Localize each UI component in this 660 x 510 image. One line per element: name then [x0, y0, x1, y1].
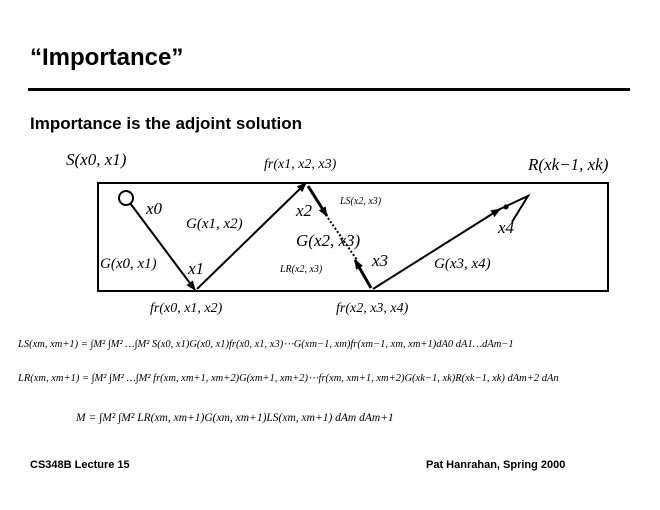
- label-G12: G(x1, x2): [186, 216, 243, 232]
- equation-ls: LS(xm, xm+1) = ∫M² ∫M² …∫M² S(x0, x1)G(x0, x1)fr(x0, x1, x3)⋯G(xm−1, xm)fr(xm−1, xm, xm+1)dA0 dA1…dAm−1: [18, 339, 514, 350]
- label-x0: x0: [146, 199, 163, 218]
- ray-x3-x4: [373, 209, 500, 289]
- label-LS: LS(x2, x3): [340, 196, 382, 207]
- slide-subtitle: Importance is the adjoint solution: [30, 114, 303, 133]
- slide-title: “Importance”: [30, 44, 184, 71]
- equation-lr: LR(xm, xm+1) = ∫M² ∫M² …∫M² fr(xm, xm+1, xm+2)G(xm+1, xm+2)⋯fr(xm, xm+1, xm+2)G(xk−1, xk)R(xk−1, xk) dAm+2 dAn: [18, 373, 559, 384]
- label-x1: x1: [188, 259, 205, 278]
- label-G01: G(x0, x1): [100, 256, 157, 272]
- label-x2: x2: [296, 201, 313, 220]
- label-LR: LR(x2, x3): [280, 264, 323, 275]
- label-G34: G(x3, x4): [434, 256, 491, 272]
- label-fr-bottom-right: fr(x2, x3, x4): [336, 301, 409, 316]
- footer-author: Pat Hanrahan, Spring 2000: [426, 459, 566, 471]
- label-R: R(xk−1, xk): [528, 155, 609, 174]
- footer-course: CS348B Lecture 15: [30, 459, 130, 471]
- label-S: S(x0, x1): [66, 150, 127, 169]
- label-x3: x3: [372, 251, 389, 270]
- label-fr-top: fr(x1, x2, x3): [264, 157, 337, 172]
- ray-x3-x2-lr: [355, 260, 371, 288]
- label-x4: x4: [498, 218, 515, 237]
- label-fr-bottom-left: fr(x0, x1, x2): [150, 301, 223, 316]
- equation-m: M = ∫M² ∫M² LR(xm, xm+1)G(xm, xm+1)LS(xm, xm+1) dAm dAm+1: [76, 412, 394, 424]
- label-G23: G(x2, x3): [296, 231, 361, 250]
